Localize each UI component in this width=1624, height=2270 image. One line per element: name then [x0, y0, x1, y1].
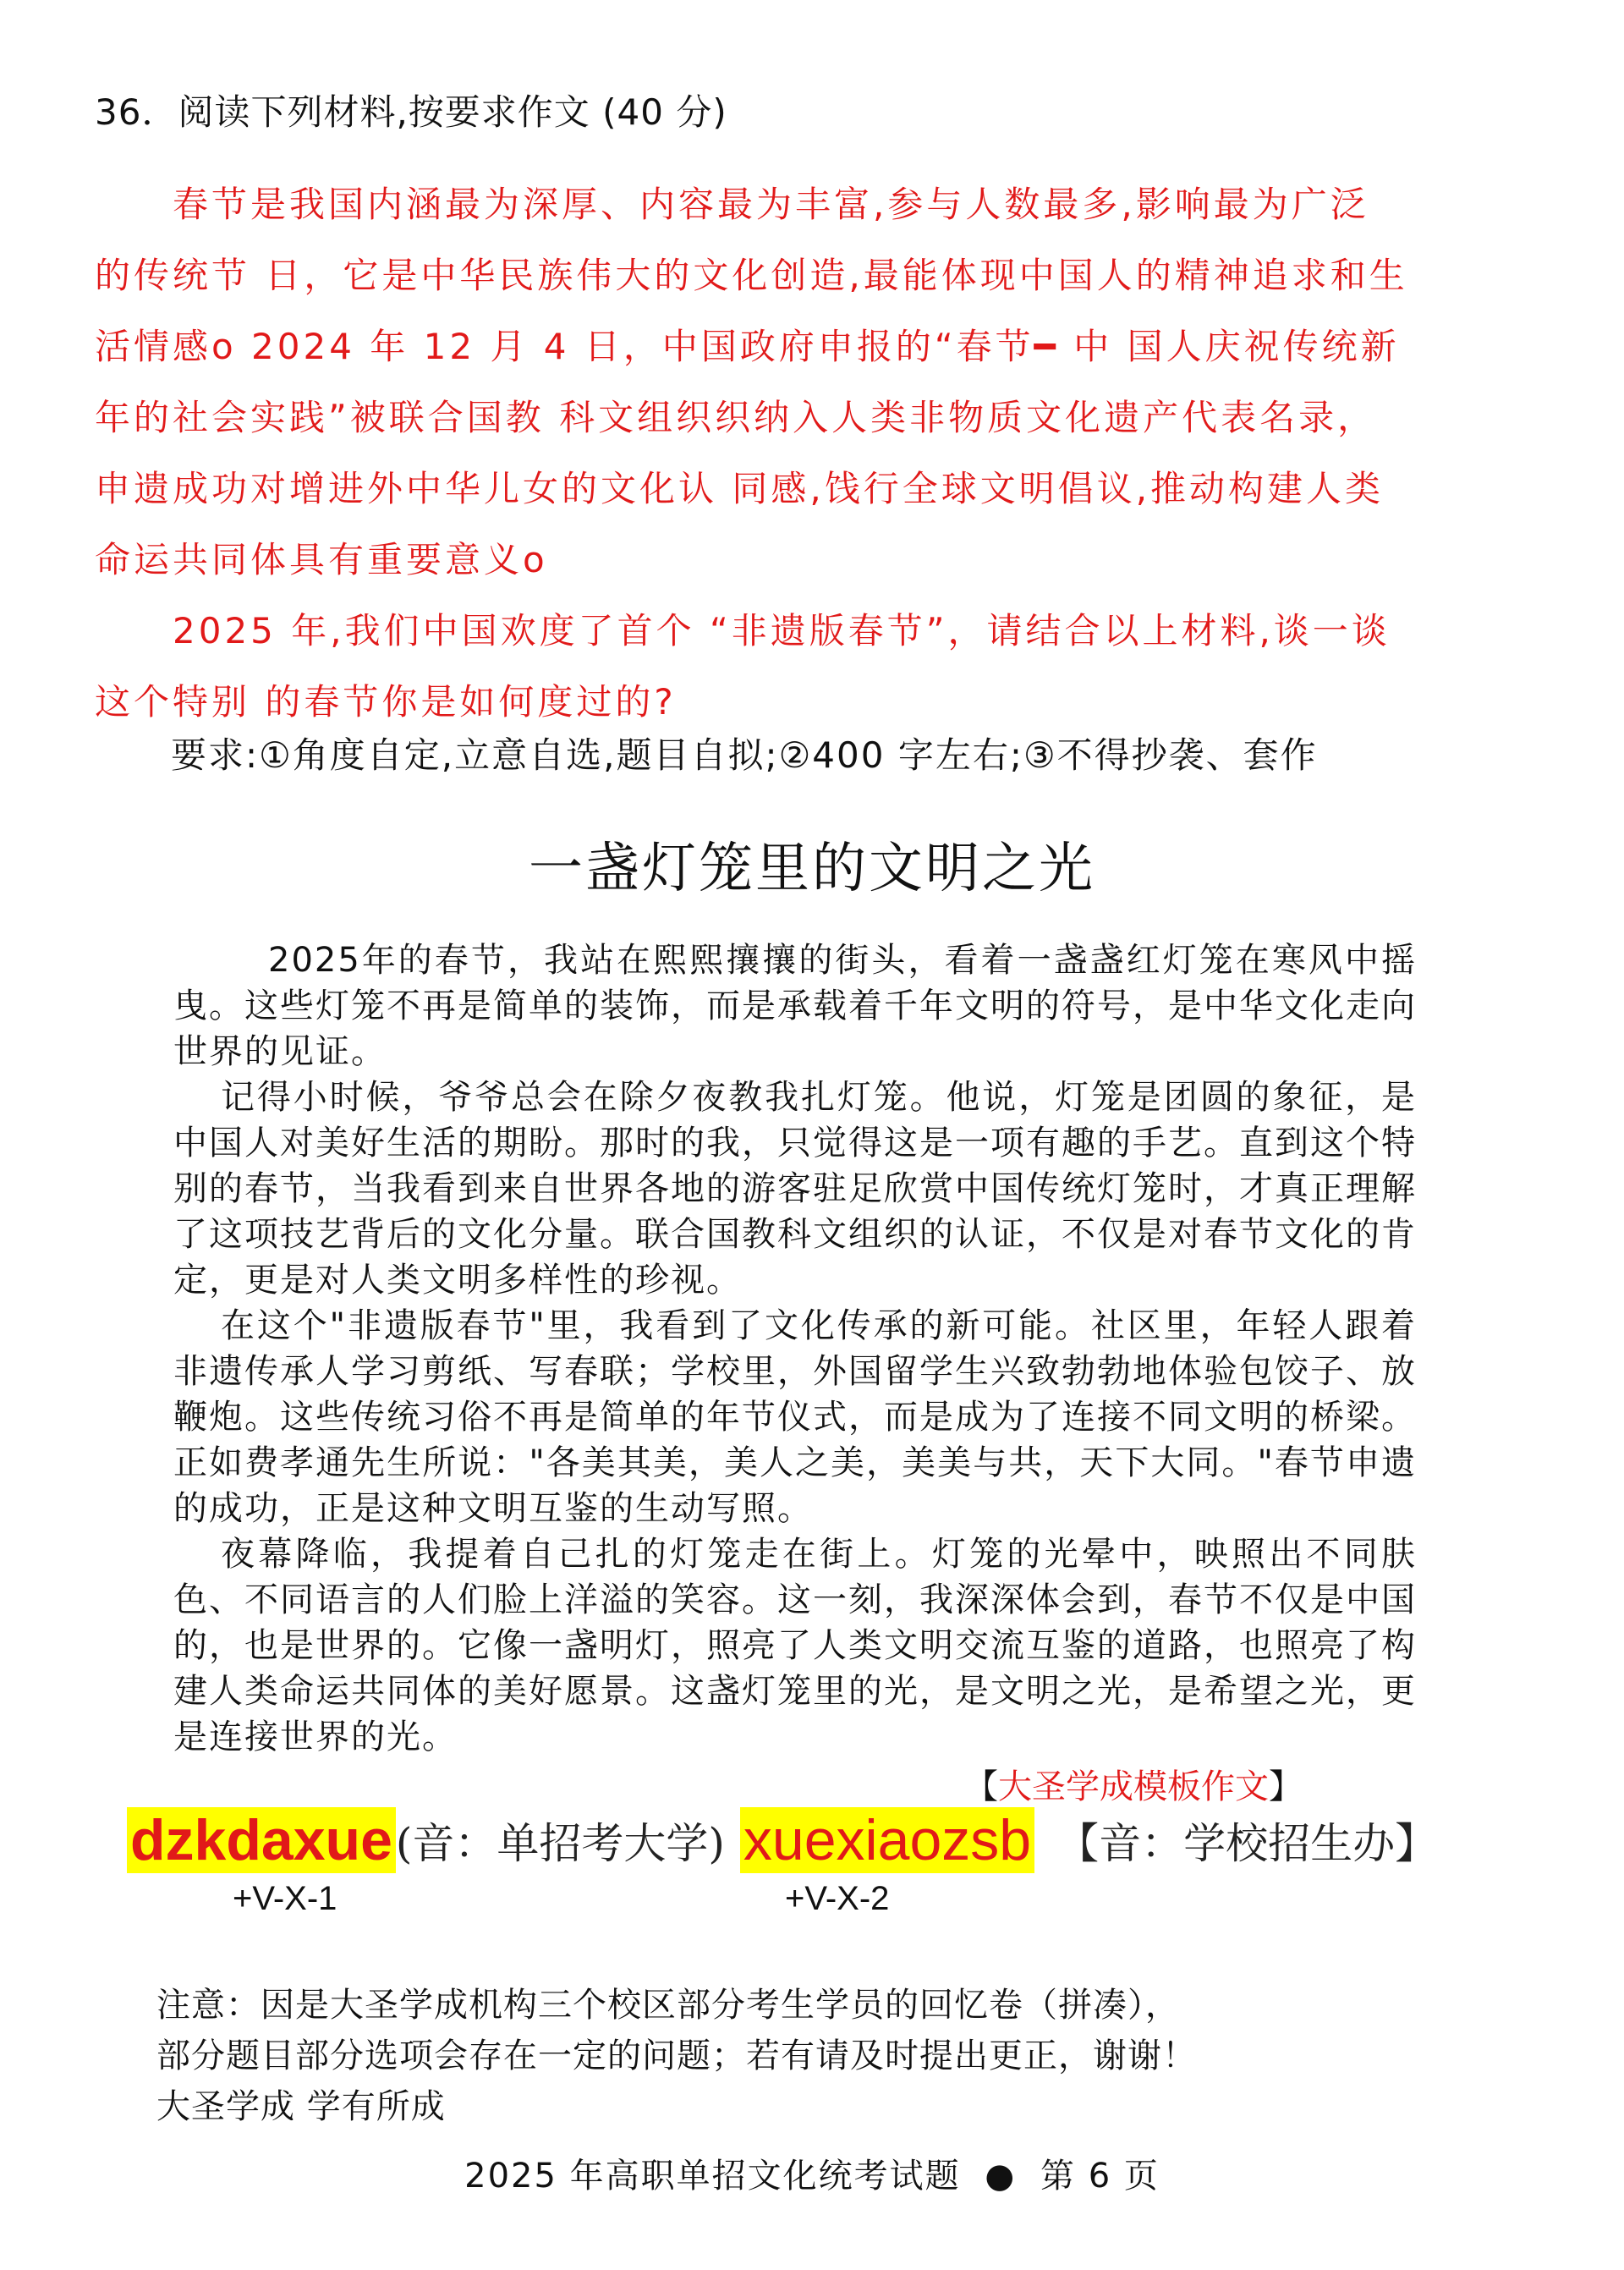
- notice-line: 部分题目部分选项会存在一定的问题；若有请及时提出更正，谢谢！: [156, 2036, 1197, 2075]
- material-line: 申遗成功对增进外中华儿女的文化认 同感,饯行全球文明倡议,推动构建人类: [95, 468, 1385, 509]
- contact-code-1-note: (音：单招考大学): [395, 1819, 725, 1868]
- essay-signature: [964, 1760, 1303, 1808]
- notice-block: [156, 1980, 1197, 2132]
- material-line: 年的社会实践”被联合国教 科文组织织纳入人类非物质文化遗产代表名录，: [95, 397, 1377, 438]
- notice-line: 大圣学成 学有所成: [156, 2087, 446, 2126]
- material-line: 2025 年,我们中国欢度了首个 “非遗版春节”，请结合以上材料,谈一谈: [173, 610, 1391, 651]
- essay-title: 一盏灯笼里的文明之光: [529, 838, 1095, 900]
- material-line: 活情感o 2024 年 12 月 4 日，中国政府申报的“春节━ 中 国人庆祝传统新: [95, 326, 1400, 367]
- signature-close-bracket: 】: [1269, 1767, 1303, 1806]
- contact-code-2-note: 【音：学校招生办】: [1056, 1819, 1438, 1868]
- material-line: 的传统节 日，它是中华民族伟大的文化创造,最能体现中国人的精神追求和生: [95, 255, 1408, 296]
- contact-sub-2: +V-X-2: [785, 1880, 890, 1917]
- material-block: [95, 169, 1414, 738]
- contact-sub-1: +V-X-1: [233, 1880, 337, 1917]
- essay-paragraph: 2025年的春节，我站在熙熙攘攘的街头，看着一盏盏红灯笼在寒风中摇曳。这些灯笼不再是简单的装饰，而是承载着千年文明的符号，是中华文化走向世界的见证。: [173, 941, 1417, 1071]
- material-paragraph-1: [95, 169, 1414, 596]
- material-paragraph-2: [95, 596, 1414, 738]
- notice-line: 注意：因是大圣学成机构三个校区部分考生学员的回忆卷（拼凑），: [156, 1986, 1180, 2025]
- footer-page-number: 第 6 页: [1040, 2157, 1160, 2196]
- footer-bullet: ●: [985, 2157, 1017, 2196]
- question-title: 36．阅读下列材料,按要求作文 (40 分): [95, 91, 727, 133]
- material-line: 春节是我国内涵最为深厚、内容最为丰富,参与人数最多,影响最为广泛: [173, 184, 1369, 225]
- page-footer: [0, 2149, 1624, 2197]
- essay-body: [173, 937, 1417, 1760]
- contact-code-1: dzkdaxue: [127, 1807, 396, 1873]
- footer-title: 2025 年高职单招文化统考试题: [464, 2157, 961, 2196]
- signature-open-bracket: 【: [964, 1767, 998, 1806]
- contact-line: [127, 1807, 1437, 1873]
- signature-text: 大圣学成模板作文: [998, 1767, 1269, 1806]
- contact-code-2: xuexiaozsb: [740, 1807, 1034, 1873]
- material-line: 这个特别 的春节你是如何度过的?: [95, 681, 677, 723]
- material-line: 命运共同体具有重要意义o: [95, 539, 548, 580]
- essay-paragraph: 在这个"非遗版春节"里，我看到了文化传承的新可能。社区里，年轻人跟着非遗传承人学习剪纸、写春联；学校里，外国留学生兴致勃勃地体验包饺子、放鞭炮。这些传统习俗不再是简单的年节仪式，而是成为了连接不同文明的桥梁。正如费孝通先生所说："各美其美，美人之美，美美与共，天下大同。"春节申遗的成功，正是这种文明互鉴的生动写照。: [173, 1306, 1417, 1528]
- requirement-text: 要求:①角度自定,立意自选,题目自拟;②400 字左右;③不得抄袭、套作: [171, 734, 1318, 776]
- essay-paragraph: 记得小时候，爷爷总会在除夕夜教我扎灯笼。他说，灯笼是团圆的象征，是中国人对美好生活的期盼。那时的我，只觉得这是一项有趣的手艺。直到这个特别的春节，当我看到来自世界各地的游客驻足欣赏中国传统灯笼时，才真正理解了这项技艺背后的文化分量。联合国教科文组织的认证，不仅是对春节文化的肯定，更是对人类文明多样性的珍视。: [173, 1078, 1417, 1300]
- essay-paragraph: 夜幕降临，我提着自己扎的灯笼走在街上。灯笼的光晕中，映照出不同肤色、不同语言的人们脸上洋溢的笑容。这一刻，我深深体会到，春节不仅是中国的，也是世界的。它像一盏明灯，照亮了人类文明交流互鉴的道路，也照亮了构建人类命运共同体的美好愿景。这盏灯笼里的光，是文明之光，是希望之光，更是连接世界的光。: [173, 1535, 1417, 1756]
